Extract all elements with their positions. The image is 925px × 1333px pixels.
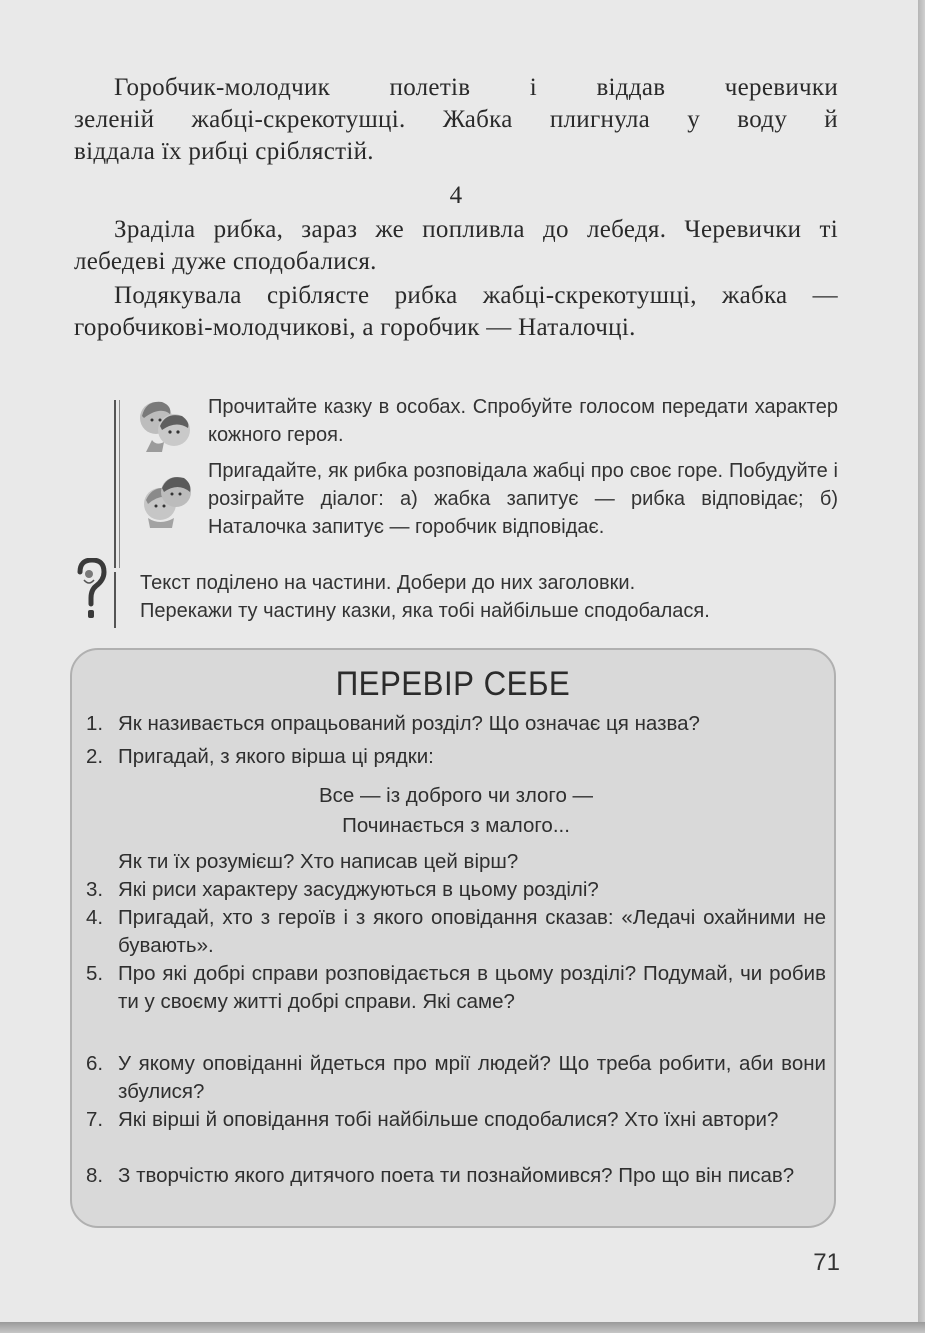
two-children-icon: [136, 396, 194, 454]
margin-rule: [114, 572, 116, 628]
review-question-6: [86, 1050, 826, 1106]
story-paragraph-2: Зраділа рибка, зараз же попливла до лебедя. Черевички ті лебедеві дуже сподобалися.: [74, 216, 838, 275]
question-number: 8.: [86, 1164, 104, 1187]
margin-rule: [114, 400, 116, 568]
question-text: Як називається опрацьований розділ? Що означає ця назва?: [118, 712, 700, 735]
question-text: У якому оповіданні йдеться про мрії людей? Що треба робити, аби вони збулися?: [118, 1052, 826, 1103]
story-line: зеленій жабці-скрекотушці. Жабка плигнула у воду й: [74, 106, 838, 133]
question-number: 2.: [86, 745, 104, 768]
question-text: Пригадай, з якого вірша ці рядки:: [118, 745, 434, 768]
margin-rule: [119, 400, 120, 568]
review-question-1: [86, 710, 826, 738]
page-number: 71: [813, 1249, 840, 1276]
page-edge: [918, 0, 925, 1333]
poem-line: Починається з малого...: [342, 814, 570, 837]
question-mark-icon: [74, 558, 108, 620]
question-number: 4.: [86, 906, 104, 929]
task-titles: Текст поділено на частини. Добери до них заголовки.: [140, 572, 636, 594]
story-line: Горобчик-молодчик полетів і віддав черевички: [114, 74, 838, 101]
question-number: 1.: [86, 712, 104, 735]
task-read-in-roles: Прочитайте казку в особах. Спробуйте голосом передати характер кожного героя.: [208, 396, 838, 446]
question-text: Про які добрі справи розповідається в цьому розділі? Подумай, чи робив ти у своєму житті добрі справи. Які саме?: [118, 962, 826, 1013]
question-text: З творчістю якого дитячого поета ти познайомився? Про що він писав?: [118, 1164, 795, 1187]
question-text: Які риси характеру засуджуються в цьому розділі?: [118, 878, 599, 901]
question-text: Як ти їх розумієш? Хто написав цей вірш?: [118, 850, 519, 873]
review-question-4: [86, 904, 826, 960]
task-dialogue: Пригадайте, як рибка розповідала жабці про своє горе. Побудуйте і розіграйте діалог: а) жабка запитує — рибка відповідає; б) Наталочка запитує — горобчик відповідає.: [208, 460, 838, 538]
question-text: Які вірші й оповідання тобі найбільше сподобалися? Хто їхні автори?: [118, 1108, 779, 1131]
review-question-3: [86, 876, 826, 904]
question-number: 6.: [86, 1052, 104, 1075]
review-question-2: [86, 743, 826, 771]
story-paragraph-3: Подякувала сріблясте рибка жабці-скрекотушці, жабка — горобчикові-молодчикові, а горобчик — Наталочці.: [74, 282, 838, 341]
page-edge-bottom: [0, 1322, 925, 1333]
poem-line: Все — із доброго чи злого —: [318, 784, 594, 807]
review-question-8: [86, 1162, 826, 1190]
review-question-5: [86, 960, 826, 1016]
question-number: 5.: [86, 962, 104, 985]
task-retell: Перекажи ту частину казки, яка тобі найбільше сподобалася.: [140, 600, 710, 622]
story-line: віддала їх рибці сріблястій.: [74, 138, 374, 165]
review-question-2-followup: [86, 848, 826, 876]
question-number: 3.: [86, 878, 104, 901]
question-number: 7.: [86, 1108, 104, 1131]
review-title: ПЕРЕВІР СЕБЕ: [335, 665, 571, 703]
two-children-icon: [138, 470, 196, 528]
section-number: 4: [449, 182, 463, 209]
question-text: Пригадай, хто з героїв і з якого оповідання сказав: «Ледачі охайними не бувають».: [118, 906, 826, 957]
review-question-7: [86, 1106, 826, 1134]
